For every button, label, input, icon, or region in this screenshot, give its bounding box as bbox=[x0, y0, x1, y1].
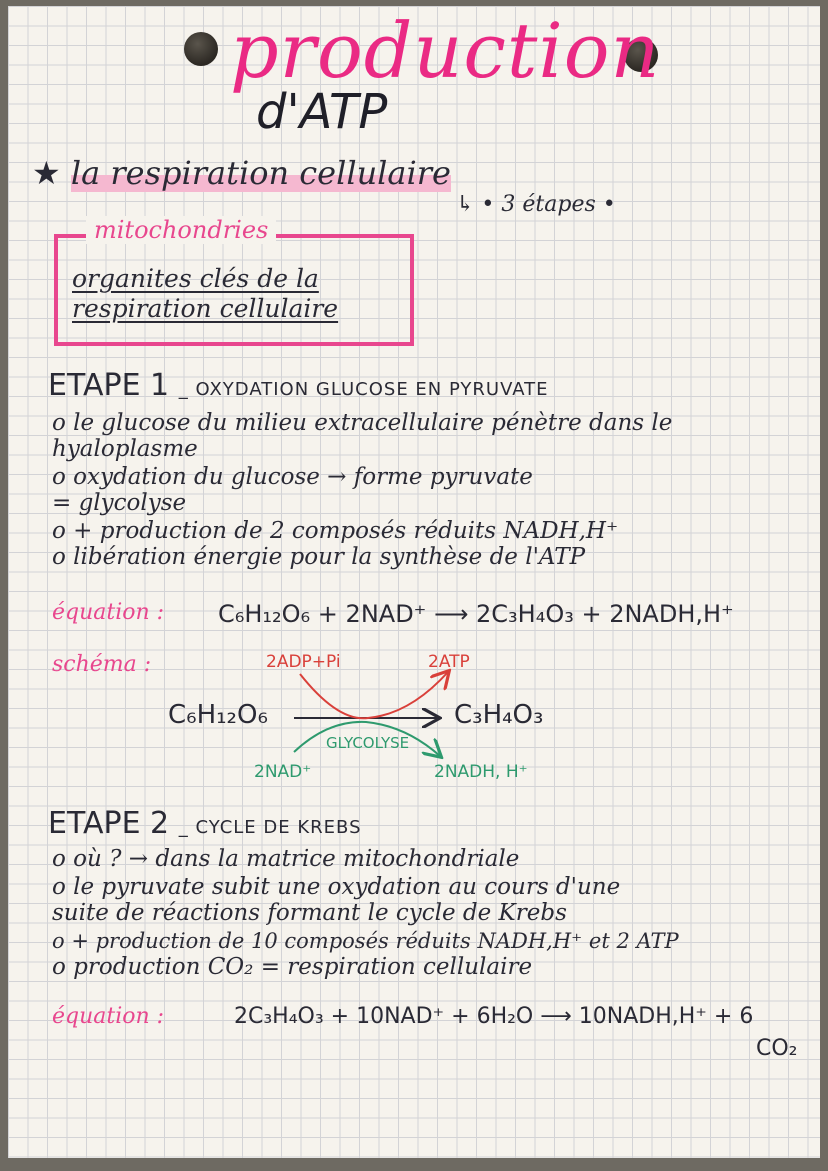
step2-line: suite de réactions formant le cycle de Krebs bbox=[52, 900, 567, 926]
step1-line: o libération énergie pour la synthèse de l'ATP bbox=[52, 544, 586, 570]
atp-arrow bbox=[300, 672, 448, 718]
section-title: la respiration cellulaire bbox=[70, 154, 451, 192]
step1-subtitle: OXYDATION GLUCOSE EN PYRUVATE bbox=[195, 379, 549, 400]
step2-line: o où ? → dans la matrice mitochondriale bbox=[52, 846, 520, 872]
schema-in-top: 2ADP+Pi bbox=[266, 652, 341, 672]
schema-reactant: C₆H₁₂O₆ bbox=[168, 700, 268, 730]
step1-line: hyaloplasme bbox=[52, 436, 198, 462]
step1-line: o + production de 2 composés réduits NADH,H⁺ bbox=[52, 518, 619, 544]
step2-subtitle: CYCLE DE KREBS bbox=[195, 817, 362, 838]
schema-out-top: 2ATP bbox=[428, 652, 470, 672]
step2-title: ETAPE 2 bbox=[48, 806, 170, 841]
notebook-page bbox=[8, 6, 820, 1158]
step2-equation: 2C₃H₄O₃ + 10NAD⁺ + 6H₂O ⟶ 10NADH,H⁺ + 6 bbox=[234, 1004, 754, 1029]
schema-product: C₃H₄O₃ bbox=[454, 700, 544, 730]
box-label: mitochondries bbox=[86, 216, 276, 244]
step2-line: o le pyruvate subit une oxydation au cours d'une bbox=[52, 874, 621, 900]
step1-heading: ETAPE 1 _ OXYDATION GLUCOSE EN PYRUVATE bbox=[48, 368, 549, 403]
page-title: production bbox=[230, 6, 661, 95]
section-note: ↳ • 3 étapes • bbox=[456, 192, 616, 217]
box-text-line: respiration cellulaire bbox=[72, 294, 339, 323]
schema-out-bottom: 2NADH, H⁺ bbox=[434, 762, 528, 782]
step1-title: ETAPE 1 bbox=[48, 368, 170, 403]
step1-line: o oxydation du glucose → forme pyruvate bbox=[52, 464, 533, 490]
step1-line: o le glucose du milieu extracellulaire pénètre dans le bbox=[52, 410, 673, 436]
box-text-line: organites clés de la bbox=[72, 264, 319, 293]
step2-line: o + production de 10 composés réduits NADH,H⁺ et 2 ATP bbox=[52, 929, 679, 953]
step1-line: = glycolyse bbox=[52, 490, 187, 516]
glycolysis-schema bbox=[8, 6, 820, 1158]
page-subtitle: d'ATP bbox=[256, 84, 388, 140]
step1-equation: C₆H₁₂O₆ + 2NAD⁺ ⟶ 2C₃H₄O₃ + 2NADH,H⁺ bbox=[218, 600, 734, 628]
step1-equation-label: équation : bbox=[52, 600, 165, 625]
step2-equation-label: équation : bbox=[52, 1004, 165, 1029]
schema-process: GLYCOLYSE bbox=[326, 734, 410, 752]
schema-label: schéma : bbox=[52, 652, 152, 677]
step2-heading: ETAPE 2 _ CYCLE DE KREBS bbox=[48, 806, 362, 841]
schema-in-bottom: 2NAD⁺ bbox=[254, 762, 312, 782]
step2-line: o production CO₂ = respiration cellulaire bbox=[52, 954, 533, 980]
step2-equation-tail: CO₂ bbox=[756, 1036, 798, 1061]
star-icon: ★ bbox=[32, 154, 61, 192]
